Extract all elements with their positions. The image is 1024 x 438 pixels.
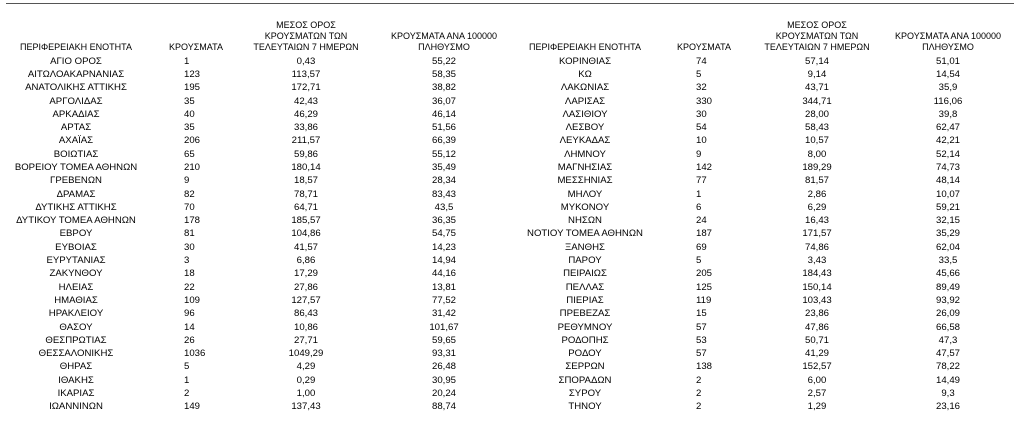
per100k-value: 47,57 (935, 348, 960, 360)
per100k-value: 30,95 (431, 374, 456, 386)
cases-value: 1 (696, 188, 702, 200)
region-name: ΑΙΤΩΛΟΑΚΑΡΝΑΝΙΑΣ (27, 68, 125, 80)
table-row (0, 241, 516, 254)
cases-header: ΚΡΟΥΣΜΑΤΑ (169, 42, 223, 53)
cases-value: 142 (696, 161, 713, 173)
per100k-value: 89,49 (935, 281, 960, 293)
cases-value: 6 (696, 201, 702, 213)
table-row (516, 387, 1016, 400)
table-row (516, 400, 1016, 413)
per100k-value: 59,21 (935, 201, 960, 213)
cases-value: 149 (184, 401, 201, 413)
cases-value: 53 (696, 334, 707, 346)
region-name: ΘΕΣΠΡΩΤΙΑΣ (45, 334, 107, 346)
cases-value: 5 (696, 68, 702, 80)
left-header-row (0, 20, 516, 55)
per100k-value: 47,3 (938, 334, 958, 346)
region-name: ΛΕΣΒΟΥ (565, 122, 605, 134)
region-name: ΑΡΤΑΣ (60, 122, 92, 134)
table-row (0, 68, 516, 81)
per100k-value: 46,14 (431, 108, 456, 120)
cases-value: 82 (184, 188, 195, 200)
table-row (0, 374, 516, 387)
avg7-value: 2,57 (807, 388, 827, 400)
table-row (0, 174, 516, 187)
region-name: ΗΛΕΙΑΣ (58, 281, 94, 293)
region-name: ΑΧΑΪΑΣ (58, 135, 94, 147)
per100k-value: 13,81 (431, 281, 456, 293)
region-name: ΗΜΑΘΙΑΣ (54, 294, 98, 306)
region-name: ΔΥΤΙΚΗΣ ΑΤΤΙΚΗΣ (35, 201, 117, 213)
avg7-value: 172,71 (291, 82, 321, 94)
avg7-value: 57,14 (804, 55, 829, 67)
avg7-value: 189,29 (802, 161, 832, 173)
region-name: ΣΥΡΟΥ (568, 388, 602, 400)
per100k-value: 36,35 (431, 215, 456, 227)
table-row (516, 68, 1016, 81)
avg7-value: 46,29 (293, 108, 318, 120)
cases-value: 123 (184, 68, 201, 80)
avg7-value: 6,00 (807, 374, 827, 386)
region-name: ΣΠΟΡΑΔΩΝ (558, 374, 612, 386)
per100k-value: 51,56 (431, 122, 456, 134)
cases-value: 30 (184, 241, 195, 253)
per100k-value: 59,65 (431, 334, 456, 346)
avg7-value: 2,86 (807, 188, 827, 200)
per100k-value: 33,5 (938, 255, 958, 267)
table-row (516, 108, 1016, 121)
avg7-value: 152,57 (802, 361, 832, 373)
avg7-value: 1,29 (807, 401, 827, 413)
avg7-value: 27,86 (293, 281, 318, 293)
table-row (0, 161, 516, 174)
right-table (516, 20, 1016, 414)
per100k-header: ΚΡΟΥΣΜΑΤΑ ΑΝΑ 100000 ΠΛΗΘΥΣΜΟ (391, 31, 497, 53)
region-name: ΑΝΑΤΟΛΙΚΗΣ ΑΤΤΙΚΗΣ (25, 82, 127, 94)
table-row (516, 95, 1016, 108)
avg7-value: 10,57 (804, 135, 829, 147)
table-row (516, 281, 1016, 294)
table-row (0, 95, 516, 108)
per100k-value: 62,47 (935, 122, 960, 134)
per100k-value: 78,22 (935, 361, 960, 373)
per100k-value: 55,12 (431, 148, 456, 160)
region-name: ΚΩ (578, 68, 592, 80)
cases-value: 210 (184, 161, 201, 173)
cases-value: 35 (184, 122, 195, 134)
cases-value: 35 (184, 95, 195, 107)
cases-value: 77 (696, 175, 707, 187)
region-name: ΒΟΙΩΤΙΑΣ (53, 148, 99, 160)
region-name: ΡΟΔΟΠΗΣ (561, 334, 609, 346)
table-row (516, 214, 1016, 227)
region-name: ΠΡΕΒΕΖΑΣ (559, 308, 611, 320)
avg7-header: ΜΕΣΟΣ ΟΡΟΣ ΚΡΟΥΣΜΑΤΩΝ ΤΩΝ ΤΕΛΕΥΤΑΙΩΝ 7 ΗΜΕΡΩΝ (764, 20, 870, 53)
region-name: ΜΕΣΣΗΝΙΑΣ (557, 175, 613, 187)
region-name: ΔΡΑΜΑΣ (56, 188, 96, 200)
right-table-body (516, 55, 1016, 414)
table-row (0, 307, 516, 320)
region-name: ΠΙΕΡΙΑΣ (566, 294, 604, 306)
per100k-value: 10,07 (935, 188, 960, 200)
per100k-value: 66,58 (935, 321, 960, 333)
cases-value: 40 (184, 108, 195, 120)
region-name: ΝΗΣΩΝ (568, 215, 602, 227)
left-table-body (0, 55, 516, 414)
region-name: ΑΡΚΑΔΙΑΣ (52, 108, 100, 120)
per100k-value: 9,3 (941, 388, 955, 400)
cases-value: 195 (184, 82, 201, 94)
region-name: ΛΕΥΚΑΔΑΣ (559, 135, 611, 147)
avg7-value: 47,86 (804, 321, 829, 333)
avg7-value: 50,71 (804, 334, 829, 346)
region-name: ΣΕΡΡΩΝ (565, 361, 605, 373)
cases-value: 15 (696, 308, 707, 320)
per100k-value: 45,66 (935, 268, 960, 280)
right-header-row (516, 20, 1016, 55)
table-row (0, 227, 516, 240)
cases-value: 109 (184, 294, 201, 306)
table-row (516, 161, 1016, 174)
region-name: ΛΗΜΝΟΥ (564, 148, 606, 160)
per100k-value: 14,94 (431, 255, 456, 267)
table-row (516, 174, 1016, 187)
left-table (0, 20, 516, 414)
avg7-value: 42,43 (293, 95, 318, 107)
cases-value: 81 (184, 228, 195, 240)
per100k-value: 32,15 (935, 215, 960, 227)
per100k-value: 74,73 (935, 161, 960, 173)
per100k-value: 14,54 (935, 68, 960, 80)
avg7-value: 17,29 (293, 268, 318, 280)
per100k-header: ΚΡΟΥΣΜΑΤΑ ΑΝΑ 100000 ΠΛΗΘΥΣΜΟ (895, 31, 1001, 53)
table-row (0, 55, 516, 68)
avg7-value: 43,71 (804, 82, 829, 94)
cases-value: 206 (184, 135, 201, 147)
avg7-value: 59,86 (293, 148, 318, 160)
avg7-value: 9,14 (807, 68, 827, 80)
avg7-value: 0,29 (296, 374, 316, 386)
avg7-value: 8,00 (807, 148, 827, 160)
region-name: ΠΑΡΟΥ (568, 255, 602, 267)
region-name: ΛΑΡΙΣΑΣ (564, 95, 606, 107)
avg7-value: 104,86 (291, 228, 321, 240)
per100k-value: 42,21 (935, 135, 960, 147)
avg7-value: 150,14 (802, 281, 832, 293)
avg7-value: 16,43 (804, 215, 829, 227)
avg7-value: 0,43 (296, 55, 316, 67)
avg7-value: 1049,29 (288, 348, 324, 360)
cases-value: 10 (696, 135, 707, 147)
region-name: ΜΥΚΟΝΟΥ (560, 201, 610, 213)
cases-value: 22 (184, 281, 195, 293)
table-row (516, 148, 1016, 161)
region-name: ΕΥΡΥΤΑΝΙΑΣ (46, 255, 106, 267)
cases-value: 96 (184, 308, 195, 320)
avg7-value: 6,29 (807, 201, 827, 213)
per100k-value: 77,52 (431, 294, 456, 306)
per100k-value: 55,22 (431, 55, 456, 67)
per100k-value: 101,67 (429, 321, 459, 333)
avg7-header: ΜΕΣΟΣ ΟΡΟΣ ΚΡΟΥΣΜΑΤΩΝ ΤΩΝ ΤΕΛΕΥΤΑΙΩΝ 7 ΗΜΕΡΩΝ (253, 20, 359, 53)
cases-value: 14 (184, 321, 195, 333)
cases-value: 1 (184, 55, 190, 67)
table-row (516, 81, 1016, 94)
avg7-value: 28,00 (804, 108, 829, 120)
avg7-value: 137,43 (291, 401, 321, 413)
per100k-value: 88,74 (431, 401, 456, 413)
per100k-value: 35,49 (431, 161, 456, 173)
table-row (0, 134, 516, 147)
per100k-value: 44,16 (431, 268, 456, 280)
table-row (0, 321, 516, 334)
table-row (516, 55, 1016, 68)
cases-value: 70 (184, 201, 195, 213)
region-name: ΓΡΕΒΕΝΩΝ (50, 175, 102, 187)
table-row (516, 347, 1016, 360)
region-name: ΘΕΣΣΑΛΟΝΙΚΗΣ (38, 348, 114, 360)
region-name: ΙΚΑΡΙΑΣ (57, 388, 95, 400)
avg7-value: 113,57 (291, 68, 321, 80)
avg7-value: 58,43 (804, 122, 829, 134)
region-name: ΑΡΓΟΛΙΔΑΣ (49, 95, 103, 107)
avg7-value: 78,71 (293, 188, 318, 200)
cases-value: 9 (184, 175, 190, 187)
table-row (0, 188, 516, 201)
table-row (516, 360, 1016, 373)
cases-value: 26 (184, 334, 195, 346)
per100k-value: 93,92 (935, 294, 960, 306)
cases-header: ΚΡΟΥΣΜΑΤΑ (677, 42, 731, 53)
cases-value: 57 (696, 321, 707, 333)
region-name: ΗΡΑΚΛΕΙΟΥ (48, 308, 104, 320)
table-row (0, 214, 516, 227)
avg7-value: 1,00 (296, 388, 316, 400)
per100k-value: 35,29 (935, 228, 960, 240)
cases-value: 65 (184, 148, 195, 160)
table-row (0, 360, 516, 373)
per100k-value: 26,48 (431, 361, 456, 373)
table-row (0, 121, 516, 134)
cases-value: 1 (184, 374, 190, 386)
region-name: ΡΕΘΥΜΝΟΥ (557, 321, 613, 333)
region-name: ΔΥΤΙΚΟΥ ΤΟΜΕΑ ΑΘΗΝΩΝ (16, 215, 136, 227)
per100k-value: 14,49 (935, 374, 960, 386)
avg7-value: 211,57 (291, 135, 321, 147)
cases-value: 5 (184, 361, 190, 373)
table-row (516, 334, 1016, 347)
table-row (0, 254, 516, 267)
per100k-value: 51,01 (935, 55, 960, 67)
cases-value: 2 (184, 388, 190, 400)
per100k-value: 66,39 (431, 135, 456, 147)
avg7-value: 27,71 (293, 334, 318, 346)
region-name: ΜΑΓΝΗΣΙΑΣ (557, 161, 613, 173)
cases-value: 32 (696, 82, 707, 94)
avg7-value: 33,86 (293, 122, 318, 134)
region-name: ΜΗΛΟΥ (567, 188, 603, 200)
table-row (0, 148, 516, 161)
table-row (516, 267, 1016, 280)
cases-value: 24 (696, 215, 707, 227)
region-name: ΛΑΣΙΘΙΟΥ (562, 108, 608, 120)
region-name: ΑΓΙΟ ΟΡΟΣ (50, 55, 102, 67)
avg7-value: 86,43 (293, 308, 318, 320)
per100k-value: 39,8 (938, 108, 958, 120)
region-header: ΠΕΡΙΦΕΡΕΙΑΚΗ ΕΝΟΤΗΤΑ (528, 42, 642, 53)
region-name: ΤΗΝΟΥ (568, 401, 602, 413)
avg7-value: 344,71 (802, 95, 832, 107)
per100k-value: 20,24 (431, 388, 456, 400)
per100k-value: 43,5 (434, 201, 454, 213)
per100k-value: 54,75 (431, 228, 456, 240)
cases-value: 3 (184, 255, 190, 267)
avg7-value: 64,71 (293, 201, 318, 213)
region-name: ΘΗΡΑΣ (59, 361, 93, 373)
table-row (0, 387, 516, 400)
cases-value: 330 (696, 95, 713, 107)
table-row (0, 108, 516, 121)
region-name: ΚΟΡΙΝΘΙΑΣ (558, 55, 612, 67)
cases-value: 119 (696, 294, 712, 306)
region-name: ΝΟΤΙΟΥ ΤΟΜΕΑ ΑΘΗΝΩΝ (527, 228, 643, 240)
avg7-value: 3,43 (807, 255, 827, 267)
region-name: ΖΑΚΥΝΘΟΥ (49, 268, 103, 280)
table-row (516, 188, 1016, 201)
cases-value: 2 (696, 388, 702, 400)
avg7-value: 18,57 (293, 175, 318, 187)
table-row (516, 321, 1016, 334)
table-row (0, 267, 516, 280)
cases-value: 30 (696, 108, 707, 120)
table-row (516, 227, 1016, 240)
avg7-value: 10,86 (293, 321, 318, 333)
region-name: ΒΟΡΕΙΟΥ ΤΟΜΕΑ ΑΘΗΝΩΝ (14, 161, 138, 173)
table-row (516, 134, 1016, 147)
per100k-value: 23,16 (935, 401, 960, 413)
cases-value: 125 (696, 281, 713, 293)
region-name: ΘΑΣΟΥ (59, 321, 93, 333)
region-name: ΙΩΑΝΝΙΝΩΝ (49, 401, 103, 413)
table-row (0, 294, 516, 307)
per100k-value: 31,42 (431, 308, 456, 320)
table-row (516, 241, 1016, 254)
per100k-value: 14,23 (431, 241, 456, 253)
table-row (516, 121, 1016, 134)
per100k-value: 116,06 (933, 95, 963, 107)
avg7-value: 171,57 (802, 228, 832, 240)
avg7-value: 180,14 (291, 161, 321, 173)
region-name: ΡΟΔΟΥ (568, 348, 602, 360)
avg7-value: 6,86 (296, 255, 316, 267)
region-name: ΠΕΛΛΑΣ (565, 281, 605, 293)
cases-value: 54 (696, 122, 707, 134)
cases-value: 74 (696, 55, 707, 67)
cases-value: 178 (184, 215, 201, 227)
cases-value: 2 (696, 401, 702, 413)
per100k-value: 38,82 (431, 82, 456, 94)
table-row (516, 254, 1016, 267)
per100k-value: 83,43 (431, 188, 456, 200)
table-row (0, 81, 516, 94)
table-row (0, 281, 516, 294)
table-row (0, 400, 516, 413)
region-name: ΠΕΙΡΑΙΩΣ (563, 268, 607, 280)
avg7-value: 103,43 (802, 294, 832, 306)
top-rule (6, 3, 1014, 4)
avg7-value: 184,43 (802, 268, 832, 280)
table-row (516, 374, 1016, 387)
region-name: ΛΑΚΩΝΙΑΣ (560, 82, 610, 94)
per100k-value: 62,04 (935, 241, 960, 253)
avg7-value: 41,29 (804, 348, 829, 360)
avg7-value: 4,29 (296, 361, 316, 373)
region-name: ΕΥΒΟΙΑΣ (55, 241, 97, 253)
cases-value: 57 (696, 348, 707, 360)
avg7-value: 185,57 (291, 215, 321, 227)
per100k-value: 35,9 (938, 82, 958, 94)
table-row (516, 201, 1016, 214)
avg7-value: 23,86 (804, 308, 829, 320)
avg7-value: 127,57 (291, 294, 321, 306)
per100k-value: 28,34 (431, 175, 456, 187)
per100k-value: 52,14 (935, 148, 960, 160)
cases-value: 9 (696, 148, 702, 160)
cases-value: 5 (696, 255, 702, 267)
table-row (0, 334, 516, 347)
region-name: ΙΘΑΚΗΣ (58, 374, 94, 386)
table-row (0, 347, 516, 360)
per100k-value: 26,09 (935, 308, 960, 320)
cases-value: 1036 (184, 348, 206, 360)
table-row (0, 201, 516, 214)
per100k-value: 93,31 (431, 348, 456, 360)
per100k-value: 58,35 (431, 68, 456, 80)
region-header: ΠΕΡΙΦΕΡΕΙΑΚΗ ΕΝΟΤΗΤΑ (19, 42, 133, 53)
table-row (516, 307, 1016, 320)
avg7-value: 81,57 (804, 175, 829, 187)
cases-value: 187 (696, 228, 713, 240)
avg7-value: 74,86 (804, 241, 829, 253)
cases-value: 69 (696, 241, 707, 253)
table-row (516, 294, 1016, 307)
per100k-value: 48,14 (935, 175, 960, 187)
per100k-value: 36,07 (431, 95, 456, 107)
cases-value: 205 (696, 268, 713, 280)
cases-value: 138 (696, 361, 713, 373)
cases-value: 18 (184, 268, 195, 280)
avg7-value: 41,57 (293, 241, 318, 253)
region-name: ΕΒΡΟΥ (59, 228, 93, 240)
region-name: ΞΑΝΘΗΣ (565, 241, 605, 253)
cases-value: 2 (696, 374, 702, 386)
